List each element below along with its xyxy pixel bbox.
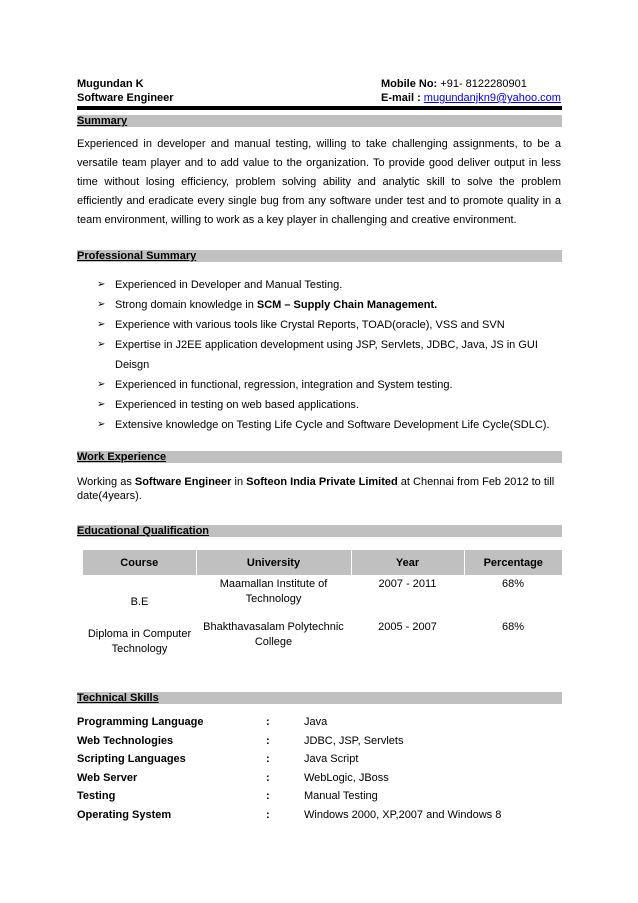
work-role: Software Engineer (134, 476, 232, 488)
edu-year: 2007 - 2011 (378, 578, 437, 590)
work-company: Softeon India Private Limited (246, 476, 398, 488)
arrow-bullet-icon: ➢ (97, 319, 106, 330)
section-heading-education (77, 525, 562, 537)
mobile-line (381, 77, 561, 91)
bullet-text: Extensive knowledge on Testing Life Cycle and Software Development Life Cycle(SDLC). (115, 419, 550, 431)
header-divider (77, 106, 562, 110)
edu-course: B.E (130, 595, 149, 608)
technical-skills-heading-text: Technical Skills (77, 692, 159, 704)
edu-course: Diploma in Computer Technology (87, 628, 192, 655)
edu-university: Bhakthavasalam Polytechnic College (203, 621, 344, 648)
table-row (83, 575, 562, 619)
list-item (97, 415, 562, 435)
list-item (97, 295, 562, 315)
skill-label: Scripting Languages (77, 753, 186, 766)
bullet-text: Expertise in J2EE application development using JSP, Servlets, JDBC, Java, JS in GUI Deisgn (115, 339, 538, 371)
list-item (97, 315, 562, 335)
col-header-university: University (196, 550, 351, 575)
list-item (97, 375, 562, 395)
bullet-text: Experienced in functional, regression, integration and System testing. (115, 379, 453, 391)
bullet-text: Strong domain knowledge in (115, 299, 257, 311)
skill-separator: : (266, 808, 270, 821)
skill-label: Web Server (77, 771, 138, 784)
technical-skills-list (77, 715, 562, 827)
work-text-2: in (231, 476, 247, 488)
mobile-value: +91- 8122280901 (440, 78, 527, 90)
mobile-label: Mobile No: (381, 78, 438, 90)
list-item (97, 335, 562, 375)
skill-separator: : (266, 771, 270, 784)
section-heading-work-experience (77, 451, 562, 463)
candidate-name: Mugundan K (77, 78, 144, 90)
bullet-text: Experienced in testing on web based applications. (115, 399, 359, 411)
arrow-bullet-icon: ➢ (97, 419, 106, 430)
skill-label: Testing (77, 790, 116, 803)
col-header-year: Year (351, 550, 464, 575)
skill-value: WebLogic, JBoss (304, 771, 389, 784)
skill-separator: : (266, 716, 270, 728)
email-line (381, 91, 561, 105)
list-item (97, 395, 562, 415)
education-table-header (83, 550, 562, 575)
email-link[interactable]: mugundanjkn9@yahoo.com (423, 92, 561, 104)
skill-row (77, 789, 562, 808)
section-heading-professional-summary (77, 250, 562, 262)
edu-percentage: 68% (501, 621, 525, 633)
edu-percentage: 68% (501, 578, 525, 590)
skill-row (77, 808, 562, 827)
education-heading-text: Educational Qualification (77, 525, 210, 537)
skill-label: Programming Language (77, 716, 204, 728)
edu-year: 2005 - 2007 (378, 621, 437, 633)
skill-row (77, 771, 562, 790)
bullet-text: Experienced in Developer and Manual Testing. (115, 279, 343, 291)
work-text-1: Working as (77, 476, 135, 488)
skill-label: Web Technologies (77, 734, 174, 747)
email-label: E-mail : (381, 92, 421, 104)
section-heading-technical-skills (77, 692, 562, 704)
contact-left (77, 77, 174, 105)
table-row (83, 619, 562, 671)
education-table (83, 550, 562, 671)
skill-separator: : (266, 753, 270, 766)
skill-value: Manual Testing (304, 790, 378, 803)
work-experience-heading-text: Work Experience (77, 451, 167, 463)
list-item (97, 275, 562, 295)
skill-value: Java (304, 716, 328, 728)
bullet-bold-text: SCM – Supply Chain Management. (256, 299, 438, 311)
professional-summary-list (97, 275, 562, 435)
col-header-percentage: Percentage (464, 550, 562, 575)
candidate-title: Software Engineer (77, 92, 174, 104)
arrow-bullet-icon: ➢ (97, 299, 106, 310)
arrow-bullet-icon: ➢ (97, 399, 106, 410)
skill-label: Operating System (77, 808, 172, 821)
section-heading-summary (77, 115, 562, 127)
edu-university: Maamallan Institute of Technology (219, 578, 328, 605)
work-experience-text (77, 475, 561, 503)
skill-value: Java Script (304, 753, 359, 766)
skill-separator: : (266, 790, 270, 803)
skill-value: Windows 2000, XP,2007 and Windows 8 (304, 808, 502, 821)
arrow-bullet-icon: ➢ (97, 379, 106, 390)
skill-separator: : (266, 734, 270, 747)
skill-row (77, 752, 562, 771)
contact-right (381, 77, 561, 105)
professional-summary-heading-text: Professional Summary (77, 250, 197, 262)
skill-row (77, 734, 562, 753)
bullet-text: Experience with various tools like Crystal Reports, TOAD(oracle), VSS and SVN (115, 319, 505, 331)
summary-paragraph: Experienced in developer and manual testing, willing to take challenging assignments, to be a versatile team player and to add value to the organization. To provide good deliver output in less time without losing efficiency, problem solving ability and analytic skill to solve the problem efficiently and eradicate every single bug from any software under test and to promote quality in a team environment, willing to work as a key player in challenging and creative environment. (77, 138, 561, 226)
skill-row (77, 715, 562, 734)
summary-heading-text: Summary (77, 115, 128, 127)
work-text-3: at Chennai from Feb 2012 to till date(4years). (77, 476, 555, 502)
arrow-bullet-icon: ➢ (97, 279, 106, 290)
arrow-bullet-icon: ➢ (97, 339, 106, 350)
col-header-course: Course (83, 550, 196, 575)
skill-value: JDBC, JSP, Servlets (304, 734, 404, 747)
